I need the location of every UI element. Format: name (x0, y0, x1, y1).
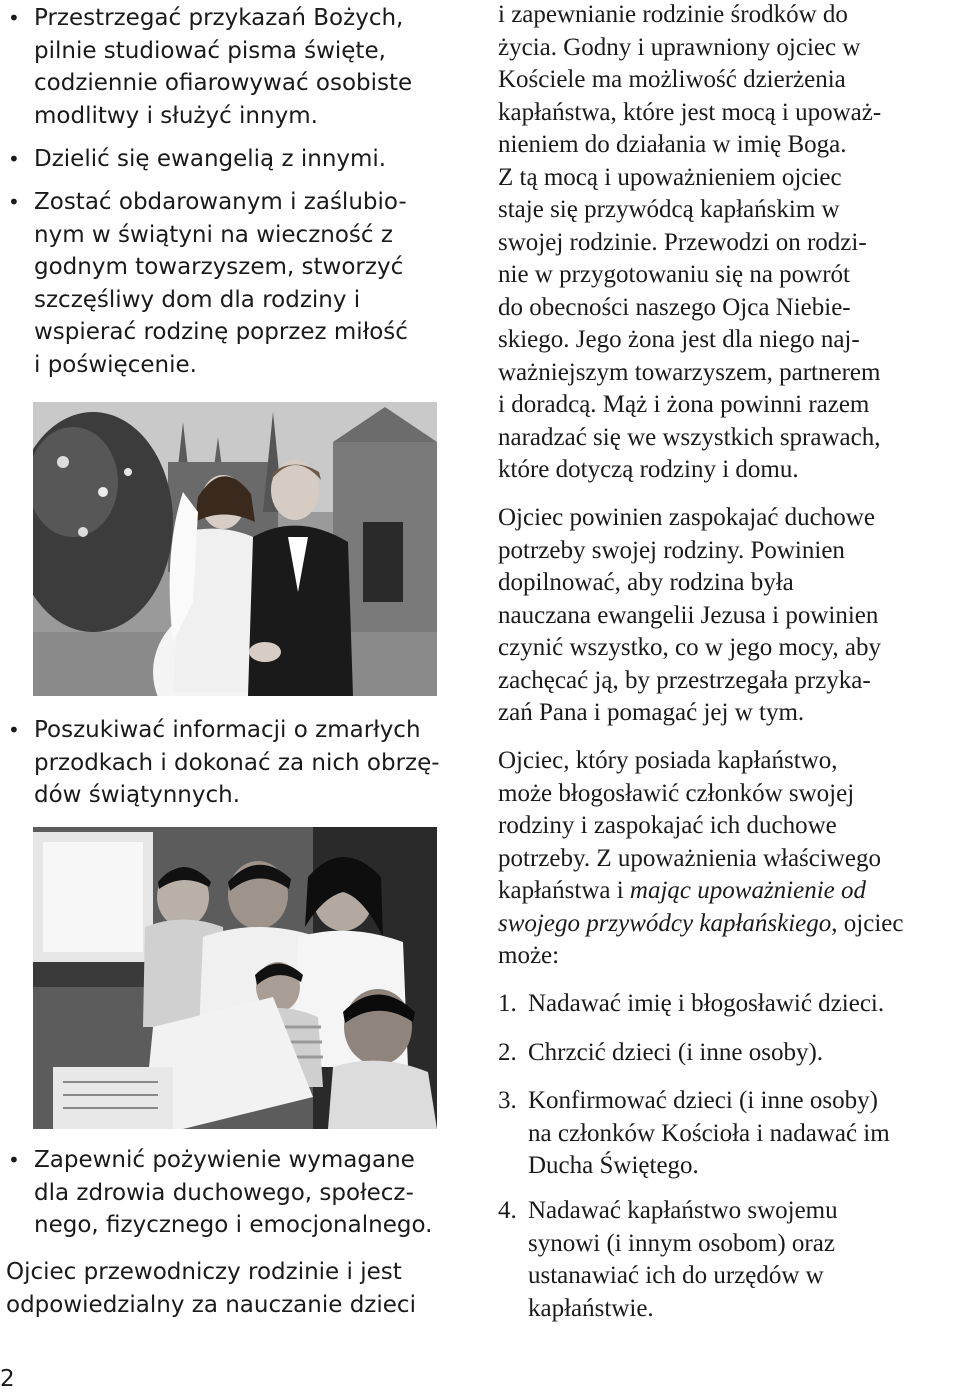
item-text-line: Konfirmować dzieci (i inne osoby) (528, 1087, 878, 1114)
bullet-text-line: nym w świątyni na wieczność z (34, 221, 393, 248)
item-text-line: kapłaństwie. (528, 1294, 654, 1322)
paragraph-line: Kościele ma możliwość dzierżenia (498, 66, 846, 93)
paragraph-line: dopilnować, aby rodzina była (498, 569, 794, 596)
item-text-line: synowi (i innym osobom) oraz (528, 1229, 835, 1257)
item-number: 1. (498, 990, 517, 1017)
paragraph-line: które dotyczą rodziny i domu. (498, 456, 799, 483)
paragraph-line: naradzać się we wszystkich sprawach, (498, 423, 881, 451)
paragraph-line: czynić wszystko, co w jego mocy, aby (498, 634, 881, 661)
paragraph-line: odpowiedzialny za nauczanie dzieci (6, 1291, 416, 1318)
paragraph-line: zachęcać ją, by przestrzegała przyka- (498, 666, 871, 694)
paragraph-line: nauczana ewangelii Jezusa i powinien (498, 601, 879, 629)
italic-text: mając upoważnienie od (629, 877, 867, 904)
paragraph-line: ważniejszym towarzyszem, partnerem (498, 358, 881, 386)
bullet-text-line: wspierać rodzinę poprzez miłość (34, 319, 408, 345)
item-number: 3. (498, 1087, 517, 1114)
paragraph-1 (498, 0, 960, 487)
item-text-line: Chrzcić dzieci (i inne osoby). (528, 1039, 824, 1066)
bullet-text-line: szczęśliwy dom dla rodziny i (34, 286, 361, 313)
bullet-dot-icon: • (8, 190, 20, 214)
paragraph-line: zań Pana i pomagać jej w tym. (498, 699, 805, 726)
paragraph-line: Ojciec powinien zaspokajać duchowe (498, 504, 875, 531)
item-text-line: ustanawiać ich do urzędów w (528, 1262, 824, 1289)
paragraph-line: życia. Godny i uprawniony ojciec w (498, 33, 861, 61)
paragraph-2 (498, 502, 960, 730)
paragraph-line: i doradcą. Mąż i żona powinni razem (498, 391, 870, 418)
bullet-text-line: Poszukiwać informacji o zmarłych (34, 717, 421, 743)
paragraph-line: Ojciec przewodniczy rodzinie i jest (6, 1259, 402, 1285)
bullet-text-line: przodkach i dokonać za nich obrzę- (34, 749, 440, 776)
bullet-dot-icon: • (8, 718, 20, 742)
paragraph-line: i zapewnianie rodzinie środków do (498, 1, 848, 28)
bullet-dot-icon: • (8, 6, 20, 30)
wedding-photo (33, 402, 437, 696)
paragraph-line: potrzeby. Z upoważnienia właściwego (498, 844, 881, 872)
bullet-text-line: pilnie studiować pisma święte, (34, 37, 386, 64)
paragraph-3 (498, 745, 960, 973)
italic-text: swojego przywódcy kapłańskiego (498, 909, 832, 937)
bullet-text-line: modlitwy i służyć innym. (34, 102, 318, 129)
paragraph-line: potrzeby swojej rodziny. Powinien (498, 536, 845, 564)
plain-text: , ojciec (831, 909, 904, 937)
item-text-line: Nadawać imię i błogosławić dzieci. (528, 990, 885, 1017)
item-text-line: na członków Kościoła i nadawać im (528, 1119, 890, 1147)
item-number: 2. (498, 1039, 517, 1066)
closing-paragraph (6, 1256, 450, 1321)
paragraph-line: do obecności naszego Ojca Niebie- (498, 293, 851, 321)
bullet-text-line: Dzielić się ewangelią z innymi. (34, 146, 387, 172)
paragraph-line: staje się przywódcą kapłańskim w (498, 196, 840, 223)
page-number: 2 (0, 1366, 15, 1392)
family-history-photo (33, 827, 437, 1129)
bullet-dot-icon: • (8, 147, 20, 171)
paragraph-line: swojej rodzinie. Przewodzi on rodzi- (498, 228, 867, 256)
bullet-text-line: Zapewnić pożywienie wymagane (34, 1147, 415, 1173)
item-number: 4. (498, 1197, 517, 1224)
item-text-line: Ducha Świętego. (528, 1152, 699, 1179)
paragraph-line (498, 908, 960, 941)
paragraph-line: kapłaństwa, które jest mocą i upoważ- (498, 98, 882, 126)
bullet-text-line: codziennie ofiarowywać osobiste (34, 70, 413, 96)
paragraph-line: nieniem do działania w imię Boga. (498, 131, 847, 158)
plain-text: kapłaństwa i (498, 877, 630, 904)
paragraph-line: może błogosławić członków swojej (498, 779, 855, 807)
bullet-text-line: Zostać obdarowanym i zaślubio- (34, 189, 407, 215)
bullet-text-line: Przestrzegać przykazań Bożych, (34, 5, 404, 31)
paragraph-line (498, 875, 960, 908)
bullet-text-line: nego, fizycznego i emocjonalnego. (34, 1212, 433, 1238)
bullet-dot-icon: • (8, 1148, 20, 1172)
paragraph-line: Ojciec, który posiada kapłaństwo, (498, 747, 838, 774)
item-text-line: Nadawać kapłaństwo swojemu (528, 1197, 838, 1224)
bullet-text-line: i poświęcenie. (34, 351, 197, 378)
bullet-text-line: dla zdrowia duchowego, społecz- (34, 1179, 414, 1206)
paragraph-line: rodziny i zaspokajać ich duchowe (498, 812, 837, 839)
bullet-text-line: dów świątynnych. (34, 782, 241, 808)
paragraph-line: Z tą mocą i upoważnieniem ojciec (498, 163, 842, 191)
paragraph-line: skiego. Jego żona jest dla niego naj- (498, 326, 860, 353)
paragraph-line: może: (498, 942, 560, 969)
bullet-text-line: godnym towarzyszem, stworzyć (34, 254, 404, 280)
paragraph-line: nie w przygotowaniu się na powrót (498, 261, 851, 288)
